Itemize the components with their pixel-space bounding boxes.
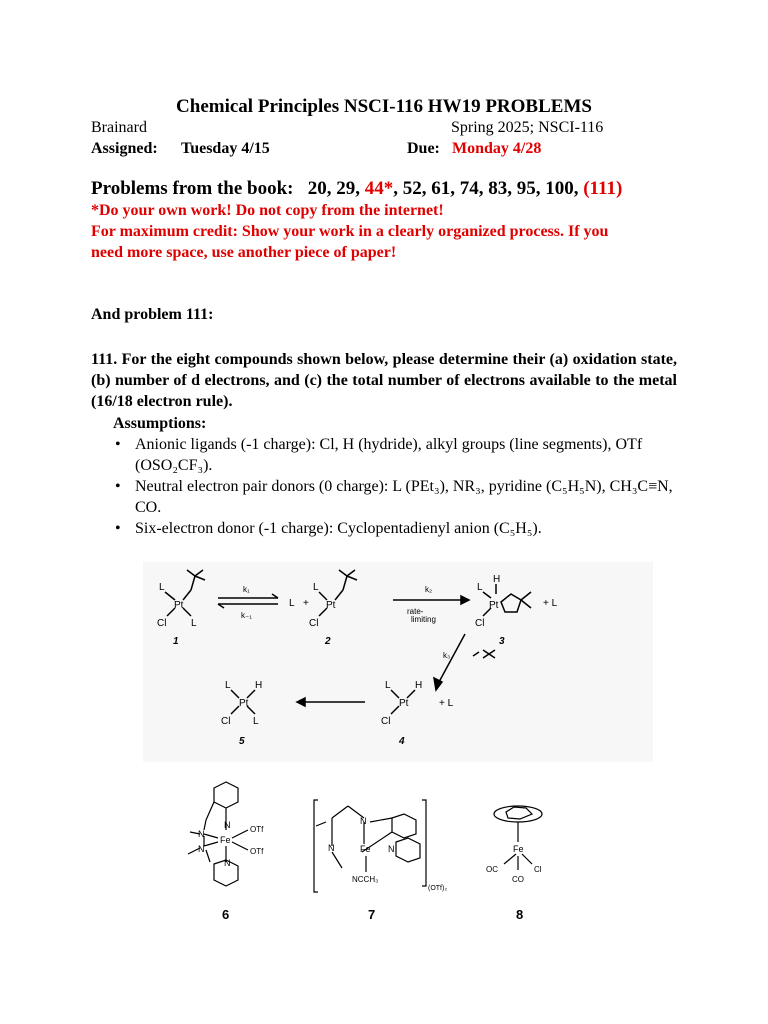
nitrogen-label: N: [360, 816, 367, 826]
rate-constant: k₃: [443, 651, 451, 660]
acetonitrile-label: NCCH₃: [352, 875, 379, 884]
problem-111-text: 111. For the eight compounds shown below, please determine their (a) oxidation state, (b) number of d electrons, and (c) the total number of electrons available to the metal (16/18 electron rule).: [91, 351, 677, 410]
ligand-label: L: [385, 680, 391, 691]
ligand-label: L: [253, 716, 259, 727]
compound-number: 7: [368, 907, 376, 922]
compound-number: 5: [239, 736, 245, 747]
hydride-label: H: [255, 680, 263, 691]
ligand-label: L: [191, 618, 197, 629]
ligand-label: Cl: [381, 716, 391, 727]
book-problems: [91, 178, 622, 200]
nitrogen-label: N: [224, 820, 231, 830]
extra-problem-heading: And problem 111:: [91, 306, 214, 323]
warning-line-3: need more space, use another piece of paper!: [91, 244, 397, 261]
compound-number: 3: [499, 636, 505, 647]
nitrogen-label: N: [198, 829, 205, 839]
rate-constant: k₂: [425, 585, 433, 594]
triflate-label: OTf: [250, 847, 264, 856]
term-info: Spring 2025; NSCI-116: [451, 119, 604, 136]
warning-line-1: *Do your own work! Do not copy from the internet!: [91, 202, 444, 219]
nitrogen-label: N: [198, 844, 205, 854]
rate-constant: k₁: [243, 585, 250, 594]
assigned-label: Assigned:: [91, 140, 158, 157]
compound-number: 1: [173, 636, 179, 647]
plus-sign: +: [303, 598, 309, 609]
triflate-label: OTf: [250, 825, 264, 834]
reaction-scheme: [143, 562, 653, 762]
iron-label: Fe: [220, 835, 231, 845]
metal-label: Pt: [326, 600, 336, 611]
metal-label: Pt: [489, 600, 499, 611]
carbonyl-label: CO: [512, 875, 524, 884]
compound-8-structure: [480, 800, 560, 890]
assumption-item: • Neutral electron pair donors (0 charge): L (PEt₃), NR₃, pyridine (C₅H₅N), CH₃C≡N, CO.: [135, 476, 693, 518]
ligand-label: L: [289, 598, 295, 609]
hydride-label: H: [415, 680, 423, 691]
ligand-label: Cl: [157, 618, 167, 629]
iron-label: Fe: [360, 844, 371, 854]
due-date: Monday 4/28: [452, 140, 542, 157]
rate-limiting-note: limiting: [411, 615, 436, 624]
compound-number: 4: [399, 736, 405, 747]
nitrogen-label: N: [328, 843, 335, 853]
metal-label: Pt: [174, 600, 184, 611]
compound-6-structure: [176, 780, 276, 895]
assumptions-label: Assumptions:: [113, 415, 207, 432]
ligand-label: L: [159, 582, 165, 593]
due-label: Due:: [407, 140, 440, 157]
book-problems-highlight: 44*: [364, 178, 394, 199]
hydride-label: H: [493, 574, 501, 585]
counterion-label: (OTf)₂: [428, 885, 448, 892]
assumption-item: • Anionic ligands (-1 charge): Cl, H (hydride), alkyl groups (line segments), OTf (OSO₂CF₃).: [135, 434, 693, 476]
plus-ligand: + L: [439, 698, 454, 709]
compound-number: 6: [222, 907, 230, 922]
iron-label: Fe: [513, 844, 524, 854]
compound-number: 2: [325, 636, 331, 647]
assigned-date: Tuesday 4/15: [181, 140, 270, 157]
page-title: Chemical Principles NSCI-116 HW19 PROBLEMS: [176, 96, 592, 117]
assumptions-block: [113, 413, 693, 539]
chloride-label: Cl: [534, 865, 542, 874]
warning-line-2: For maximum credit: Show your work in a clearly organized process. If you: [91, 223, 609, 240]
nitrogen-label: N: [224, 858, 231, 868]
book-problems-list-b: , 52, 61, 74, 83, 95, 100,: [393, 178, 584, 199]
metal-label: Pt: [239, 698, 249, 709]
assumptions-list: [113, 434, 693, 539]
plus-ligand: + L: [543, 598, 558, 609]
book-problems-label: Problems from the book:: [91, 178, 294, 199]
book-problems-highlight-2: (111): [583, 178, 623, 199]
metal-label: Pt: [399, 698, 409, 709]
compound-7-structure: [312, 796, 460, 900]
rate-constant: k₋₁: [241, 611, 252, 620]
nitrogen-label: N: [388, 844, 395, 854]
ligand-label: L: [477, 582, 483, 593]
reaction-scheme-drawing: [143, 562, 653, 762]
assumption-item: • Six-electron donor (-1 charge): Cyclopentadienyl anion (C₅H₅).: [135, 518, 693, 539]
ligand-label: Cl: [309, 618, 319, 629]
compound-number: 8: [516, 907, 524, 922]
book-problems-list-a: 20, 29,: [307, 178, 365, 199]
ligand-label: Cl: [475, 618, 485, 629]
ligand-label: Cl: [221, 716, 231, 727]
instructor-name: Brainard: [91, 119, 147, 136]
ligand-label: L: [313, 582, 319, 593]
ligand-label: L: [225, 680, 231, 691]
rate-limiting-note: rate-: [407, 607, 424, 616]
carbonyl-label: OC: [486, 865, 498, 874]
